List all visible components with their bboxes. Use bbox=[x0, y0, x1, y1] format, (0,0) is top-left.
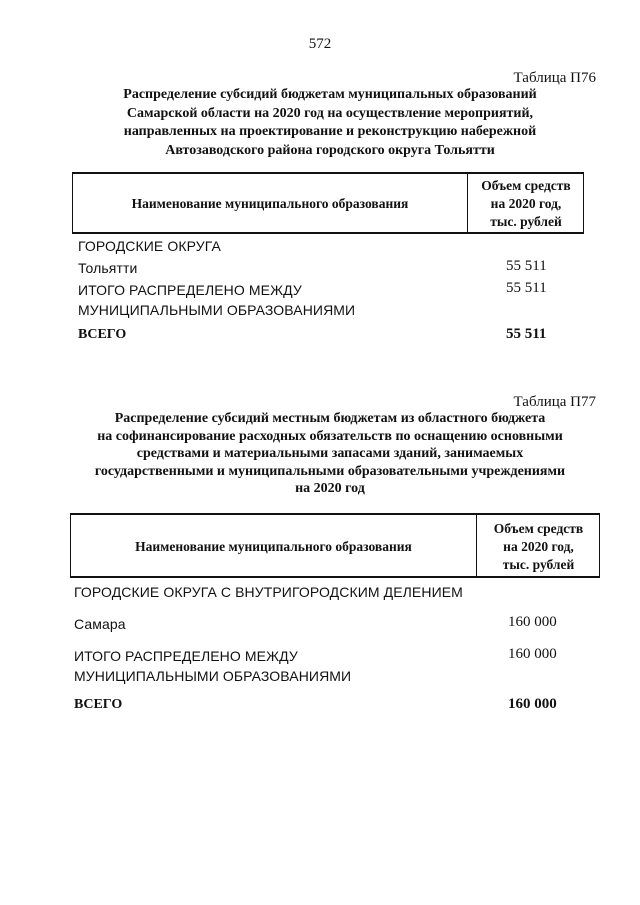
row-name-togliatti: Тольятти bbox=[78, 260, 138, 276]
row-value-samara: 160 000 bbox=[508, 614, 557, 630]
column-header-name: Наименование муниципального образования bbox=[135, 539, 412, 554]
row-value-togliatti: 55 511 bbox=[506, 258, 547, 274]
table-label-p77: Таблица П77 bbox=[513, 394, 596, 410]
header-amount-line: на 2020 год, bbox=[490, 196, 562, 211]
table-header-p76 bbox=[72, 172, 584, 234]
table-title-p76 bbox=[80, 86, 580, 160]
subtotal-line: МУНИЦИПАЛЬНЫМИ ОБРАЗОВАНИЯМИ bbox=[78, 302, 356, 318]
title-line: на софинансирование расходных обязательств по оснащению основными bbox=[97, 428, 563, 444]
header-amount-line: Объем средств bbox=[481, 178, 571, 193]
title-line: государственными и муниципальными образовательными учреждениями bbox=[94, 463, 566, 479]
title-line: Распределение субсидий местным бюджетам из областного бюджета bbox=[114, 411, 546, 426]
header-amount-line: тыс. рублей bbox=[490, 214, 562, 229]
title-line: Автозаводского района городского округа Тольятти bbox=[165, 142, 495, 158]
title-line: направленных на проектирование и реконструкцию набережной bbox=[123, 124, 537, 139]
subtotal-line: МУНИЦИПАЛЬНЫМИ ОБРАЗОВАНИЯМИ bbox=[74, 668, 352, 684]
subtotal-name-p77 bbox=[74, 646, 351, 686]
header-amount-line: на 2020 год, bbox=[503, 539, 574, 554]
page-number: 572 bbox=[308, 36, 332, 52]
column-header-amount bbox=[468, 177, 584, 231]
subtotal-name-p76 bbox=[78, 280, 355, 320]
header-amount-line: тыс. рублей bbox=[502, 557, 575, 572]
subtotal-line: ИТОГО РАСПРЕДЕЛЕНО МЕЖДУ bbox=[78, 282, 302, 298]
section-heading-p76: ГОРОДСКИЕ ОКРУГА bbox=[78, 238, 221, 254]
column-header-amount bbox=[477, 520, 600, 574]
subtotal-value-p76: 55 511 bbox=[506, 280, 547, 296]
title-line: средствами и материальными запасами зданий, занимаемых bbox=[136, 446, 524, 461]
subtotal-line: ИТОГО РАСПРЕДЕЛЕНО МЕЖДУ bbox=[74, 648, 298, 664]
column-header-name: Наименование муниципального образования bbox=[131, 196, 409, 211]
row-name-samara: Самара bbox=[74, 616, 126, 632]
total-value-p76: 55 511 bbox=[506, 326, 547, 342]
header-amount-line: Объем средств bbox=[493, 521, 584, 536]
total-value-p77: 160 000 bbox=[508, 696, 557, 712]
table-header-p77 bbox=[70, 513, 600, 578]
section-heading-p77: ГОРОДСКИЕ ОКРУГА С ВНУТРИГОРОДСКИМ ДЕЛЕНИЕМ bbox=[74, 584, 463, 600]
table-label-p76: Таблица П76 bbox=[513, 70, 596, 86]
table-title-p77 bbox=[60, 410, 600, 498]
title-line: Самарской области на 2020 год на осуществление мероприятий, bbox=[126, 105, 534, 121]
total-name-p76: ВСЕГО bbox=[78, 327, 127, 342]
title-line: на 2020 год bbox=[295, 481, 365, 496]
title-line: Распределение субсидий бюджетам муниципальных образований bbox=[123, 87, 537, 102]
total-name-p77: ВСЕГО bbox=[74, 697, 123, 712]
subtotal-value-p77: 160 000 bbox=[508, 646, 557, 662]
